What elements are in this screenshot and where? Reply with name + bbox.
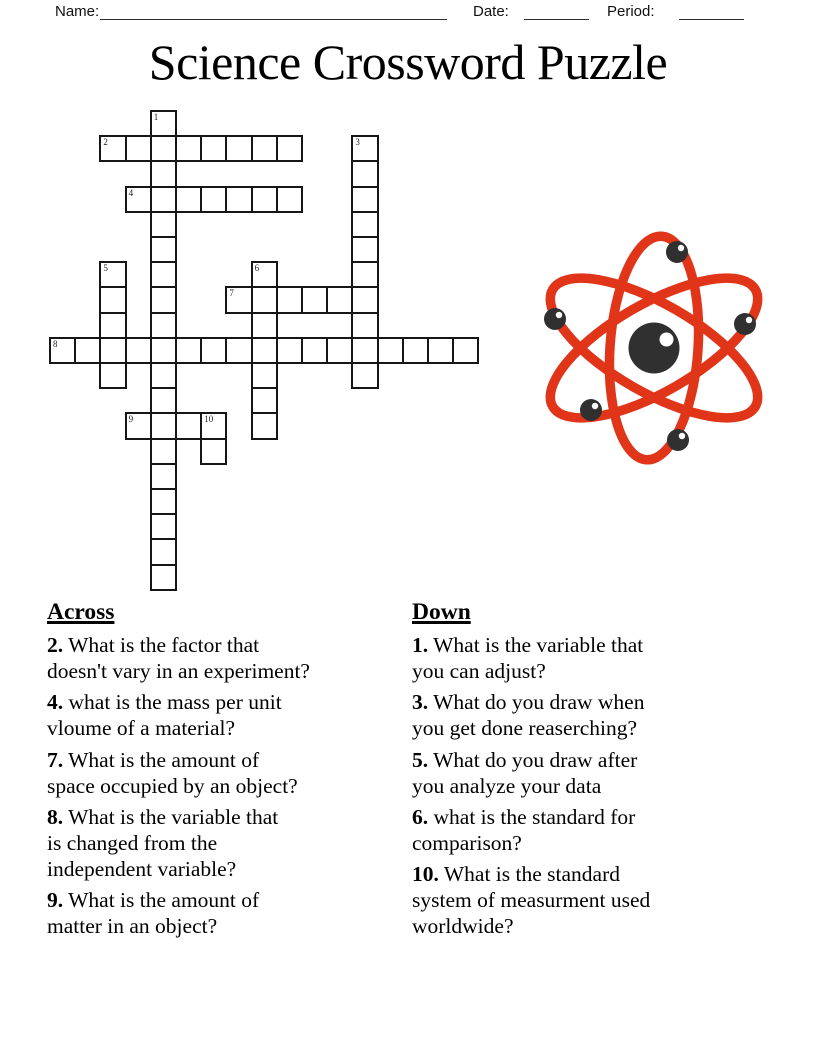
grid-cell-r9-c13[interactable] — [377, 337, 404, 364]
grid-cell-r10-c2[interactable] — [99, 362, 126, 389]
grid-cell-r9-c10[interactable] — [301, 337, 328, 364]
cell-number: 10 — [204, 414, 214, 425]
clue-number: 2. — [47, 633, 64, 657]
cell-number: 3 — [355, 137, 360, 148]
grid-cell-r15-c4[interactable] — [150, 488, 177, 515]
clue-across-7: 7. What is the amount of space occupied by an object? — [47, 747, 298, 798]
grid-cell-r4-c4[interactable] — [150, 211, 177, 238]
grid-cell-r4-c12[interactable] — [351, 211, 378, 238]
grid-cell-r11-c8[interactable] — [251, 387, 278, 414]
cell-number: 9 — [128, 414, 134, 425]
across-heading: Across — [47, 599, 115, 625]
cell-number: 7 — [229, 288, 234, 299]
electron — [667, 429, 689, 451]
grid-cell-r8-c12[interactable] — [351, 312, 378, 339]
grid-cell-r7-c4[interactable] — [150, 286, 177, 313]
grid-cell-r7-c10[interactable] — [301, 286, 328, 313]
grid-cell-r16-c4[interactable] — [150, 513, 177, 540]
grid-cell-r10-c12[interactable] — [351, 362, 378, 389]
grid-cell-r9-c4[interactable] — [150, 337, 177, 364]
grid-cell-r18-c4[interactable] — [150, 564, 177, 591]
grid-cell-r13-c6[interactable] — [200, 438, 227, 465]
grid-cell-r10-c4[interactable] — [150, 362, 177, 389]
cell-number: 1 — [153, 112, 159, 122]
grid-cell-r10-c8[interactable] — [251, 362, 278, 389]
grid-cell-r9-c3[interactable] — [125, 337, 152, 364]
grid-cell-r0-c4[interactable] — [150, 110, 177, 137]
cell-number: 6 — [254, 263, 260, 274]
grid-cell-r9-c2[interactable] — [99, 337, 126, 364]
page-title: Science Crossword Puzzle — [148, 34, 668, 90]
clue-number: 7. — [47, 747, 64, 772]
name-blank-line[interactable] — [100, 4, 447, 20]
across-clues-section — [47, 599, 413, 940]
electron-highlight — [592, 403, 598, 409]
grid-cell-r12-c6[interactable] — [200, 412, 227, 439]
clue-number: 9. — [47, 888, 64, 913]
grid-cell-r7-c8[interactable] — [251, 286, 278, 313]
period-blank-line[interactable] — [679, 4, 744, 20]
grid-cell-r9-c14[interactable] — [402, 337, 429, 364]
grid-cell-r6-c8[interactable] — [251, 261, 278, 288]
grid-cell-r7-c12[interactable] — [351, 286, 378, 313]
electron — [580, 399, 602, 421]
cell-number: 5 — [103, 263, 108, 274]
clue-across-4: 4. what is the mass per unit vloume of a material? — [47, 690, 282, 741]
clue-across-9: 9. What is the amount of matter in an object? — [47, 888, 260, 939]
grid-cell-r12-c8[interactable] — [251, 412, 278, 439]
grid-cell-r1-c5[interactable] — [175, 135, 202, 162]
grid-cell-r1-c12[interactable] — [351, 135, 378, 162]
grid-cell-r7-c7[interactable] — [225, 286, 252, 313]
grid-cell-r1-c7[interactable] — [225, 135, 252, 162]
down-heading: Down — [412, 599, 471, 625]
grid-cell-r7-c9[interactable] — [276, 286, 303, 313]
grid-cell-r2-c12[interactable] — [351, 160, 378, 187]
grid-cell-r8-c4[interactable] — [150, 312, 177, 339]
electron-highlight — [679, 433, 685, 439]
grid-cell-r9-c16[interactable] — [452, 337, 479, 364]
clue-number: 8. — [47, 804, 64, 829]
electron — [544, 308, 566, 330]
grid-cell-r9-c7[interactable] — [225, 337, 252, 364]
clue-down-3: 3. What do you draw when you get done reaserching? — [412, 690, 645, 741]
clue-across-8: 8. What is the variable that is changed from the independent variable? — [47, 804, 279, 881]
grid-cell-r13-c4[interactable] — [150, 438, 177, 465]
grid-cell-r3-c3[interactable] — [125, 186, 152, 213]
grid-cell-r5-c4[interactable] — [150, 236, 177, 263]
grid-cell-r9-c12[interactable] — [351, 337, 378, 364]
across-clue-list — [47, 633, 413, 940]
clue-down-5: 5. What do you draw after you analyze your data — [412, 747, 638, 798]
grid-cell-r8-c8[interactable] — [251, 312, 278, 339]
cell-number: 8 — [53, 338, 58, 349]
atom-illustration — [528, 220, 780, 478]
grid-cell-r1-c4[interactable] — [150, 135, 177, 162]
electron-highlight — [746, 317, 752, 323]
cell-number: 4 — [128, 187, 134, 198]
grid-cell-r1-c9[interactable] — [276, 135, 303, 162]
grid-cell-r1-c6[interactable] — [200, 135, 227, 162]
grid-cell-r1-c8[interactable] — [251, 135, 278, 162]
grid-cell-r12-c5[interactable] — [175, 412, 202, 439]
grid-cell-r7-c11[interactable] — [326, 286, 353, 313]
grid-cell-r9-c1[interactable] — [74, 337, 101, 364]
grid-cell-r3-c9[interactable] — [276, 186, 303, 213]
grid-cell-r6-c2[interactable] — [99, 261, 126, 288]
grid-cell-r9-c5[interactable] — [175, 337, 202, 364]
grid-cell-r12-c3[interactable] — [125, 412, 152, 439]
grid-cell-r3-c7[interactable] — [225, 186, 252, 213]
grid-cell-r2-c4[interactable] — [150, 160, 177, 187]
grid-cell-r14-c4[interactable] — [150, 463, 177, 490]
grid-cell-r6-c4[interactable] — [150, 261, 177, 288]
grid-cell-r9-c15[interactable] — [427, 337, 454, 364]
period-label: Period: — [607, 3, 655, 20]
electron — [734, 313, 756, 335]
grid-cell-r3-c5[interactable] — [175, 186, 202, 213]
grid-cell-r3-c8[interactable] — [251, 186, 278, 213]
grid-cell-r11-c4[interactable] — [150, 387, 177, 414]
clue-number: 6. — [412, 804, 429, 829]
cell-number: 2 — [103, 137, 108, 148]
down-clues-section — [412, 599, 764, 940]
grid-cell-r9-c6[interactable] — [200, 337, 227, 364]
clue-number: 4. — [47, 690, 64, 715]
nucleus — [629, 323, 680, 374]
clue-number: 3. — [412, 690, 429, 715]
grid-cell-r8-c2[interactable] — [99, 312, 126, 339]
electron — [666, 241, 688, 263]
clue-down-6: 6. what is the standard for comparison? — [412, 804, 636, 855]
nucleus-highlight — [660, 333, 674, 347]
grid-cell-r9-c9[interactable] — [276, 337, 303, 364]
grid-cell-r7-c2[interactable] — [99, 286, 126, 313]
grid-cell-r9-c11[interactable] — [326, 337, 353, 364]
grid-cell-r6-c12[interactable] — [351, 261, 378, 288]
clue-number: 5. — [412, 747, 429, 772]
grid-cell-r5-c12[interactable] — [351, 236, 378, 263]
grid-cell-r3-c4[interactable] — [150, 186, 177, 213]
date-label: Date: — [473, 3, 509, 20]
electron-highlight — [678, 245, 684, 251]
down-clue-list — [412, 633, 764, 940]
clue-across-2: 2. What is the factor that doesn't vary in an experiment? — [47, 633, 310, 683]
grid-cell-r12-c4[interactable] — [150, 412, 177, 439]
grid-cell-r1-c3[interactable] — [125, 135, 152, 162]
date-blank-line[interactable] — [524, 4, 589, 20]
grid-cell-r9-c0[interactable] — [49, 337, 76, 364]
name-label: Name: — [55, 3, 100, 20]
electron-highlight — [556, 312, 562, 318]
clue-number: 1. — [412, 633, 429, 657]
clue-down-10: 10. What is the standard system of measurment used worldwide? — [412, 862, 651, 939]
grid-cell-r3-c6[interactable] — [200, 186, 227, 213]
clue-number: 10. — [412, 862, 439, 887]
clue-down-1: 1. What is the variable that you can adjust? — [412, 633, 644, 683]
grid-cell-r3-c12[interactable] — [351, 186, 378, 213]
grid-cell-r17-c4[interactable] — [150, 538, 177, 565]
grid-cell-r9-c8[interactable] — [251, 337, 278, 364]
grid-cell-r1-c2[interactable] — [99, 135, 126, 162]
